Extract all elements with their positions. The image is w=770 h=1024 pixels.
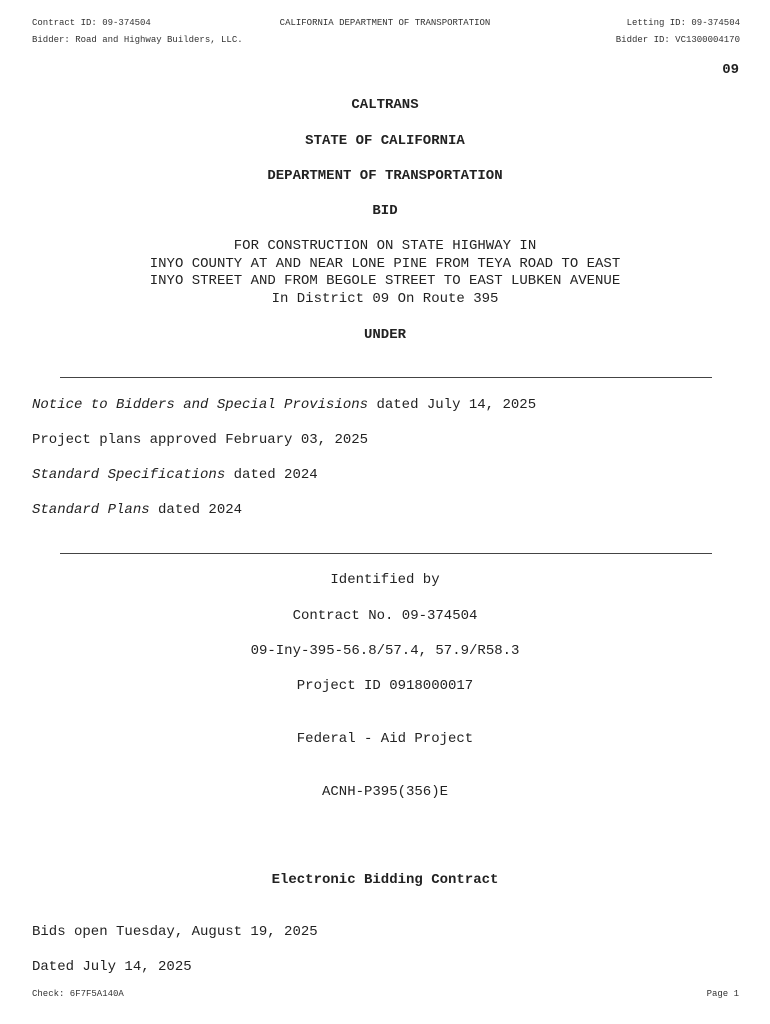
- title-state: STATE OF CALIFORNIA: [305, 133, 465, 149]
- notice-line: [32, 397, 536, 413]
- letting-id-header: Letting ID: 09-374504: [626, 18, 740, 28]
- bidder-id-header: Bidder ID: VC1300004170: [615, 35, 740, 45]
- bidder-header: Bidder: Road and Highway Builders, LLC.: [32, 35, 243, 45]
- standard-plans-line: [32, 502, 242, 518]
- page-code: 09: [722, 62, 739, 78]
- bids-open-line: Bids open Tuesday, August 19, 2025: [32, 924, 318, 940]
- project-plans-line: Project plans approved February 03, 2025: [32, 432, 369, 448]
- construction-line-4: In District 09 On Route 395: [271, 291, 499, 307]
- standard-plans-title: Standard Plans: [32, 502, 150, 518]
- federal-aid-project: Federal - Aid Project: [296, 731, 474, 747]
- contract-number: Contract No. 09-374504: [292, 608, 478, 624]
- dated-line: Dated July 14, 2025: [32, 959, 192, 975]
- under-heading: UNDER: [363, 327, 406, 343]
- contract-id-header: Contract ID: 09-374504: [32, 18, 151, 28]
- identified-by-label: Identified by: [330, 572, 440, 588]
- project-id: Project ID 0918000017: [296, 678, 474, 694]
- page-number: Page 1: [706, 989, 739, 999]
- specs-title: Standard Specifications: [32, 467, 226, 483]
- construction-line-1: FOR CONSTRUCTION ON STATE HIGHWAY IN: [233, 238, 537, 254]
- specs-date: dated 2024: [225, 467, 318, 483]
- divider-top: [60, 377, 712, 378]
- electronic-bidding-heading: Electronic Bidding Contract: [271, 872, 499, 888]
- title-caltrans: CALTRANS: [351, 97, 419, 113]
- department-header: CALIFORNIA DEPARTMENT OF TRANSPORTATION: [279, 18, 491, 28]
- specs-line: [32, 467, 318, 483]
- title-bid: BID: [372, 203, 398, 219]
- divider-bottom: [60, 553, 712, 554]
- construction-line-2: INYO COUNTY AT AND NEAR LONE PINE FROM TEYA ROAD TO EAST: [149, 256, 621, 272]
- standard-plans-date: dated 2024: [149, 502, 243, 518]
- acnh-code: ACNH-P395(356)E: [321, 784, 449, 800]
- notice-date: dated July 14, 2025: [368, 397, 537, 413]
- title-department: DEPARTMENT OF TRANSPORTATION: [267, 168, 503, 184]
- construction-line-3: INYO STREET AND FROM BEGOLE STREET TO EAST LUBKEN AVENUE: [149, 273, 621, 289]
- location-code: 09-Iny-395-56.8/57.4, 57.9/R58.3: [250, 643, 520, 659]
- check-code: Check: 6F7F5A140A: [32, 989, 124, 999]
- notice-title: Notice to Bidders and Special Provisions: [32, 397, 369, 413]
